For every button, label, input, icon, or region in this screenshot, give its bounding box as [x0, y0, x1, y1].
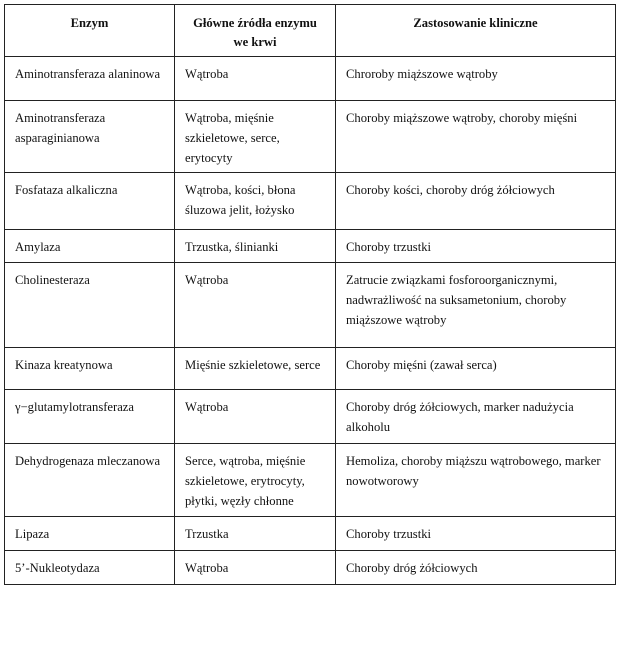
- table-row: [5, 444, 616, 517]
- enzyme-name-cell: Dehydrogenaza mleczanowa: [5, 444, 175, 517]
- enzyme-name-cell: Amylaza: [5, 230, 175, 263]
- table-row: [5, 390, 616, 444]
- source-cell: Trzustka: [175, 517, 336, 551]
- clinical-use-cell: Choroby trzustki: [336, 517, 616, 551]
- clinical-use-cell: Choroby trzustki: [336, 230, 616, 263]
- enzyme-name-cell: Kinaza kreatynowa: [5, 348, 175, 390]
- enzyme-name-cell: Fosfataza alkaliczna: [5, 173, 175, 230]
- clinical-use-cell: Chroroby miąższowe wątroby: [336, 57, 616, 101]
- clinical-use-cell: Zatrucie związkami fosforoorganicznymi, nadwrażliwość na suksametonium, choroby miąższowe wątroby: [336, 263, 616, 348]
- table-row: [5, 348, 616, 390]
- enzyme-name-cell: Lipaza: [5, 517, 175, 551]
- header-enzyme: Enzym: [5, 5, 175, 57]
- source-cell: Wątroba: [175, 263, 336, 348]
- source-cell: Wątroba: [175, 551, 336, 585]
- enzyme-name-cell: Aminotransferaza alaninowa: [5, 57, 175, 101]
- enzyme-name-cell: Aminotransferaza asparaginianowa: [5, 101, 175, 173]
- table-row: [5, 551, 616, 585]
- header-clinical-use: Zastosowanie kliniczne: [336, 5, 616, 57]
- source-cell: Mięśnie szkieletowe, serce: [175, 348, 336, 390]
- clinical-use-cell: Choroby mięśni (zawał serca): [336, 348, 616, 390]
- table-row: [5, 517, 616, 551]
- enzyme-name-cell: Cholinesteraza: [5, 263, 175, 348]
- source-cell: Serce, wątroba, mięśnie szkieletowe, erytrocyty, płytki, węzły chłonne: [175, 444, 336, 517]
- source-cell: Wątroba: [175, 390, 336, 444]
- header-sources: Główne źródła enzymu we krwi: [175, 5, 336, 57]
- source-cell: Wątroba: [175, 57, 336, 101]
- clinical-use-cell: Choroby miąższowe wątroby, choroby mięśni: [336, 101, 616, 173]
- source-cell: Trzustka, ślinianki: [175, 230, 336, 263]
- clinical-use-cell: Choroby kości, choroby dróg żółciowych: [336, 173, 616, 230]
- table-row: [5, 173, 616, 230]
- clinical-use-cell: Choroby dróg żółciowych, marker nadużycia alkoholu: [336, 390, 616, 444]
- table-row: [5, 101, 616, 173]
- table-header: [5, 5, 616, 57]
- source-cell: Wątroba, mięśnie szkieletowe, serce, erytocyty: [175, 101, 336, 173]
- table-body: [5, 57, 616, 585]
- clinical-use-cell: Choroby dróg żółciowych: [336, 551, 616, 585]
- table-row: [5, 230, 616, 263]
- header-row: [5, 5, 616, 57]
- clinical-use-cell: Hemoliza, choroby miąższu wątrobowego, marker nowotworowy: [336, 444, 616, 517]
- enzyme-name-cell: 5’-Nukleotydaza: [5, 551, 175, 585]
- enzyme-name-cell: γ−glutamylotransferaza: [5, 390, 175, 444]
- table-row: [5, 57, 616, 101]
- source-cell: Wątroba, kości, błona śluzowa jelit, łożysko: [175, 173, 336, 230]
- enzyme-table: [4, 4, 616, 585]
- table-row: [5, 263, 616, 348]
